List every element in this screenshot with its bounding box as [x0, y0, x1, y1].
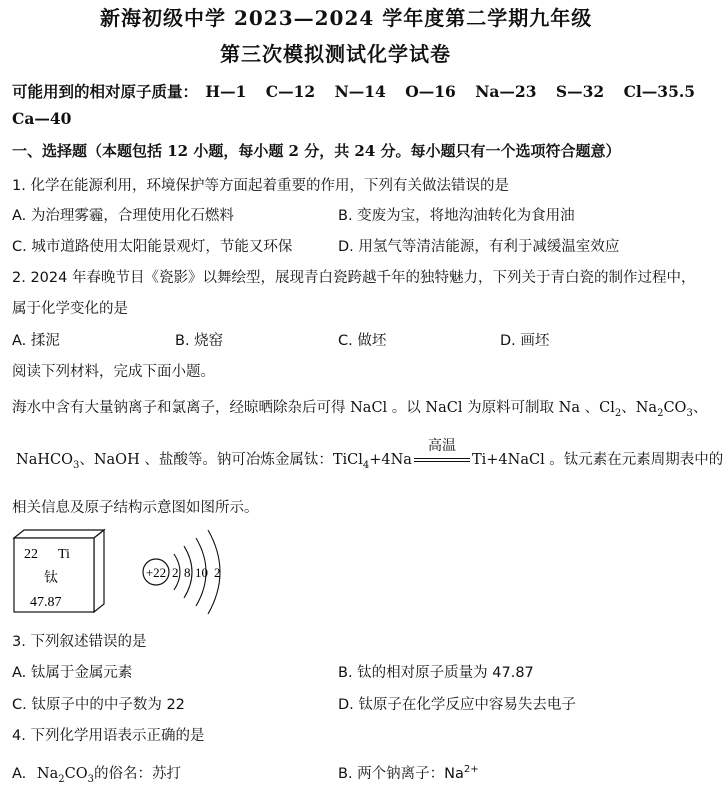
atomic-mass: 47.87	[30, 595, 62, 610]
q2-option-d: D. 画坯	[500, 333, 550, 349]
atom-structure-figure	[134, 526, 234, 618]
q1-option-d: D. 用氢气等清洁能源，有利于减缓温室效应	[338, 239, 620, 255]
formula-co: CO	[64, 766, 88, 782]
formula-nahco: NaHCO	[16, 452, 73, 468]
cell-top-face	[14, 530, 104, 538]
q3-option-d: D. 钛原子在化学反应中容易失去电子	[338, 697, 576, 713]
mass-c: C—12	[265, 82, 316, 101]
element-name: 钛	[44, 570, 58, 586]
atomic-number: 22	[24, 547, 38, 562]
q1-option-a: A. 为治理雾霾，合理使用化石燃料	[12, 208, 234, 224]
q2-stem-line2: 属于化学变化的是	[12, 301, 128, 317]
sub-ticl4: 4	[362, 459, 370, 471]
material-text-4: 、NaOH 、盐酸等。钠可冶炼金属钛：TiCl	[79, 452, 363, 468]
section1-heading: 一、选择题（本题包括 12 小题，每小题 2 分，共 24 分。每小题只有一个选项符合题意）	[12, 142, 621, 160]
q3-option-a: A. 钛属于金属元素	[12, 665, 133, 681]
sub-na2-q4: 2	[58, 773, 65, 785]
reading-intro: 阅读下列材料，完成下面小题。	[12, 364, 215, 380]
sub-na2: 2	[657, 407, 664, 419]
material-text-5: Ti+4NaCl 。钛元素在元素周期表中的	[471, 452, 723, 468]
mass-h: H—1	[205, 82, 247, 101]
q3-stem: 3. 下列叙述错误的是	[12, 634, 147, 650]
q1-stem: 1. 化学在能源利用，环境保护等方面起着重要的作用，下列有关做法错误的是	[12, 178, 509, 194]
shell-4-electrons: 2	[214, 565, 221, 580]
mass-na: Na—23	[475, 82, 537, 101]
sub-co3: 3	[686, 407, 693, 419]
shell-1-electrons: 2	[172, 565, 179, 580]
mass-ca: Ca—40	[12, 109, 72, 128]
atomic-mass-line	[12, 80, 695, 102]
material-line2	[16, 438, 723, 471]
q2-option-c: C. 做坯	[338, 333, 387, 349]
sub-cl2: 2	[614, 407, 622, 419]
q3-option-c: C. 钛原子中的中子数为 22	[12, 697, 185, 713]
material-text-3: 、	[692, 400, 708, 416]
q1-option-b: B. 变废为宝，将地沟油转化为食用油	[338, 208, 575, 224]
shell-3-electrons: 10	[195, 565, 208, 580]
q4-option-b	[338, 762, 479, 783]
q4-b-text: B. 两个钠离子：Na	[338, 766, 464, 782]
mass-o: O—16	[405, 82, 456, 101]
element-cell-figure	[10, 528, 110, 616]
q2-option-a: A. 揉泥	[12, 333, 60, 349]
reaction-arrow	[412, 438, 472, 468]
element-symbol: Ti	[58, 547, 70, 562]
q3-option-b: B. 钛的相对原子质量为 47.87	[338, 665, 534, 681]
material-line1	[12, 396, 707, 417]
q2-stem-line1: 2. 2024 年春晚节目《瓷影》以舞绘型，展现青白瓷跨越千年的独特魅力，下列关于青白瓷的制作过程中，	[12, 270, 696, 286]
cell-side-face	[94, 530, 104, 612]
sup-charge: 2+	[463, 764, 479, 776]
q4-a-formula	[36, 766, 94, 785]
material-text-2: 、Na	[621, 400, 658, 416]
sub-hco3: 3	[72, 459, 80, 471]
material-text-1: 海水中含有大量钠离子和氯离子，经晾晒除杂后可得 NaCl 。以 NaCl 为原料可制取 Na 、Cl	[12, 400, 615, 416]
q4-option-a	[12, 762, 181, 783]
mass-s: S—32	[555, 82, 605, 101]
exam-title-line1: 新海初级中学 2023—2024 学年度第二学期九年级	[100, 6, 593, 30]
reaction-condition: 高温	[427, 438, 456, 454]
formula-4na: +4Na	[369, 452, 412, 468]
q4-a-text: 的俗名：苏打	[93, 766, 181, 782]
q4-stem: 4. 下列化学用语表示正确的是	[12, 728, 205, 744]
shell-2-electrons: 8	[184, 565, 191, 580]
mass-n: N—14	[334, 82, 386, 101]
q1-option-c: C. 城市道路使用太阳能景观灯，节能又环保	[12, 239, 293, 255]
material-text-co: CO	[663, 400, 687, 416]
equals-line	[414, 458, 470, 462]
atomic-mass-label: 可能用到的相对原子质量：	[12, 82, 199, 101]
material-line3: 相关信息及原子结构示意图如图所示。	[12, 500, 259, 516]
sub-co3-q4: 3	[87, 773, 94, 785]
mass-cl: Cl—35.5	[623, 82, 696, 101]
exam-title-line2: 第三次模拟测试化学试卷	[220, 42, 451, 66]
nucleus-charge: +22	[145, 565, 167, 580]
q4-a-label: A.	[12, 766, 27, 782]
q2-option-b: B. 烧窑	[175, 333, 224, 349]
formula-na: Na	[36, 766, 59, 782]
